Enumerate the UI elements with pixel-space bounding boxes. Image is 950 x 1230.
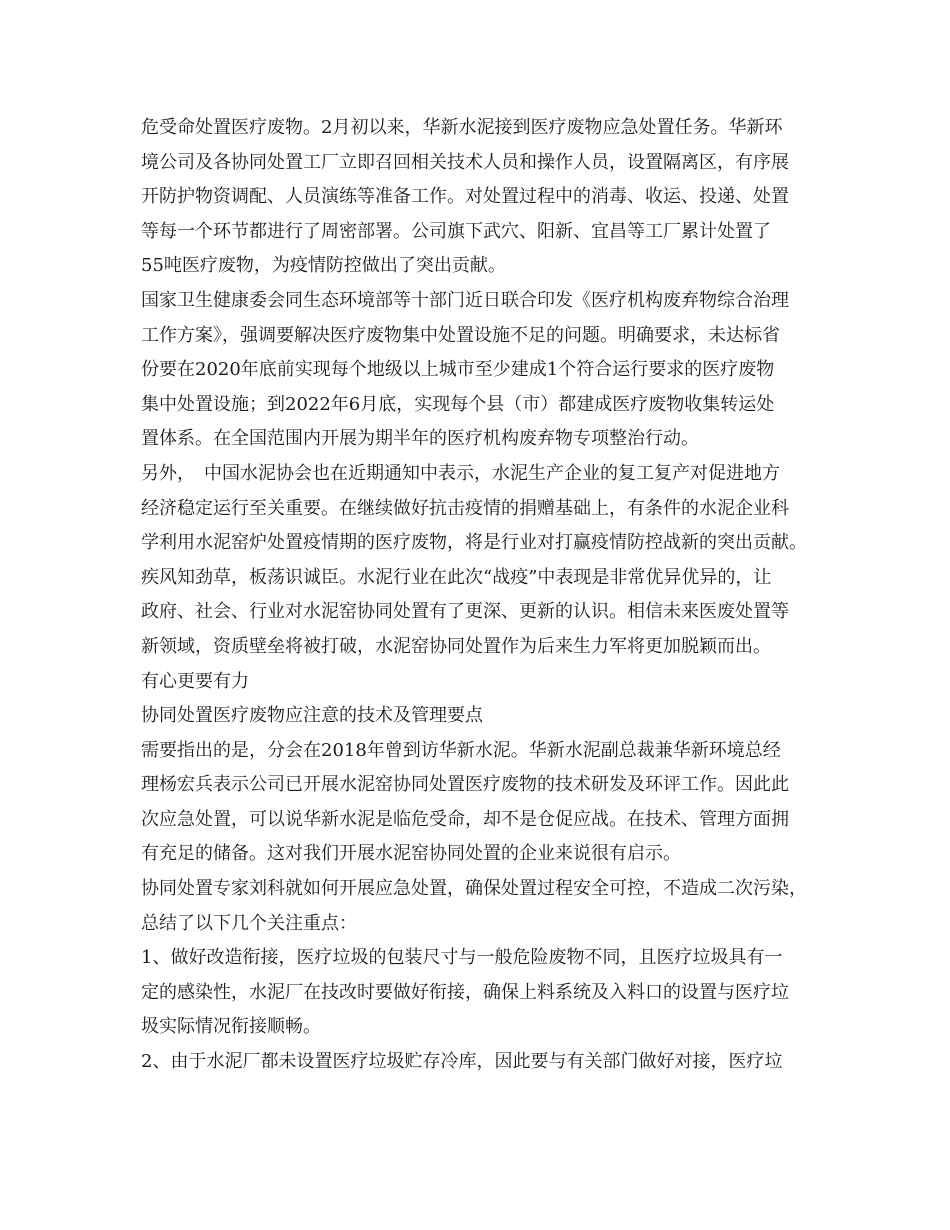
- text-line: 另外， 中国水泥协会也在近期通知中表示，水泥生产企业的复工复产对促进地方: [141, 462, 780, 484]
- text-line: 协同处置专家刘科就如何开展应急处置，确保处置过程安全可控，不造成二次污染，: [141, 878, 807, 900]
- text-line: 新领域，资质壁垒将被打破，水泥窑协同处置作为后来生力军将更加脱颖而出。: [141, 635, 771, 657]
- text-line: 等每一个环节都进行了周密部署。公司旗下武穴、阳新、宜昌等工厂累计处置了: [141, 220, 771, 242]
- text-line: 有充足的储备。这对我们开展水泥窑协同处置的企业来说很有启示。: [141, 843, 681, 865]
- text-line: 55吨医疗废物，为疫情防控做出了突出贡献。: [141, 255, 506, 277]
- text-line: 政府、社会、行业对水泥窑协同处置有了更深、更新的认识。相信未来医废处置等: [141, 601, 789, 623]
- text-line: 国家卫生健康委会同生态环境部等十部门近日联合印发《医疗机构废弃物综合治理: [141, 289, 789, 311]
- list-item-line: 定的感染性，水泥厂在技改时要做好衔接，确保上料系统及入料口的设置与医疗垃: [141, 981, 789, 1003]
- text-line: 次应急处置，可以说华新水泥是临危受命，却不是仓促应战。在技术、管理方面拥: [141, 808, 789, 830]
- list-item-line: 圾实际情况衔接顺畅。: [141, 1016, 321, 1038]
- list-item-line: 1、做好改造衔接，医疗垃圾的包装尺寸与一般危险废物不同，且医疗垃圾具有一: [141, 947, 783, 969]
- text-line: 境公司及各协同处置工厂立即召回相关技术人员和操作人员，设置隔离区，有序展: [141, 151, 789, 173]
- text-line: 置体系。在全国范围内开展为期半年的医疗机构废弃物专项整治行动。: [141, 428, 699, 450]
- text-line: 学利用水泥窑炉处置疫情期的医疗废物，将是行业对打赢疫情防控战新的突出贡献。: [141, 532, 807, 554]
- text-line: 疾风知劲草，板荡识诚臣。水泥行业在此次“战疫”中表现是非常优异优异的，让: [141, 566, 772, 588]
- text-line: 经济稳定运行至关重要。在继续做好抗击疫情的捐赠基础上，有条件的水泥企业科: [141, 497, 789, 519]
- list-item-line: 2、由于水泥厂都未设置医疗垃圾贮存冷库，因此要与有关部门做好对接，医疗垃: [141, 1051, 783, 1073]
- text-line: 需要指出的是，分会在2018年曾到访华新水泥。华新水泥副总裁兼华新环境总经: [141, 739, 781, 761]
- text-line: 工作方案》，强调要解决医疗废物集中处置设施不足的问题。明确要求，未达标省: [141, 324, 780, 346]
- document-body: [141, 111, 821, 1080]
- section-subheading: 协同处置医疗废物应注意的技术及管理要点: [141, 705, 483, 727]
- text-line: 集中处置设施；到2022年6月底，实现每个县（市）都建成医疗废物收集转运处: [141, 393, 775, 415]
- text-line: 开防护物资调配、人员演练等准备工作。对处置过程中的消毒、收运、投递、处置: [141, 186, 789, 208]
- text-line: 理杨宏兵表示公司已开展水泥窑协同处置医疗废物的技术研发及环评工作。因此此: [141, 774, 789, 796]
- text-line: 危受命处置医疗废物。2月初以来，华新水泥接到医疗废物应急处置任务。华新环: [141, 117, 783, 138]
- text-line: 总结了以下几个关注重点：: [141, 912, 357, 934]
- text-line: 份要在2020年底前实现每个地级以上城市至少建成1个符合运行要求的医疗废物: [141, 359, 775, 381]
- section-heading: 有心更要有力: [141, 670, 249, 692]
